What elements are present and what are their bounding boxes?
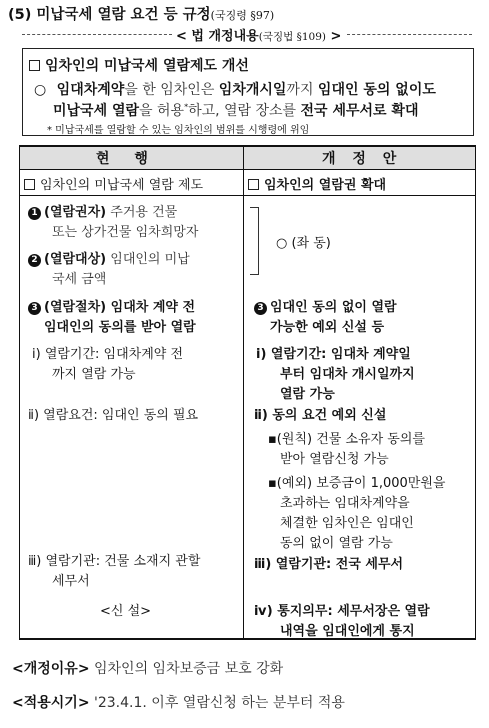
- subheader-close: >: [326, 29, 342, 44]
- left-i1-text1: 주거용 건물: [106, 205, 178, 220]
- right-item-3: [254, 296, 397, 315]
- left-heading-text: 임차인의 미납국세 열람 제도: [40, 178, 204, 193]
- right-heading: [248, 174, 386, 193]
- right-heading-text: 임차인의 열람권 확대: [264, 178, 387, 193]
- number-1-icon: 1: [28, 207, 41, 220]
- left-s3-line2: 세무서: [52, 574, 90, 589]
- effective-line: [12, 692, 345, 712]
- number-3-icon: 3: [254, 302, 267, 315]
- left-i3-line1: (열람절차) 임대차 계약 전: [44, 300, 196, 315]
- right-s4-line2: 내역을 임대인에게 통지: [280, 624, 415, 639]
- left-item-1: [28, 201, 177, 220]
- left-i2-text2: 국세 금액: [52, 272, 107, 287]
- reason-text: 임차인의 임차보증금 보호 강화: [89, 661, 284, 677]
- summary-l2c: *: [184, 102, 189, 112]
- number-3-icon: 3: [28, 302, 41, 315]
- summary-l2e: 전국 세무서로 확대: [300, 103, 419, 119]
- table-subheading-line: [19, 195, 476, 196]
- summary-l2d: 하고, 열람 장소를: [188, 103, 301, 119]
- summary-l2a: 미납국세 열람: [53, 103, 140, 119]
- summary-l2b: 을 허용: [139, 103, 185, 119]
- checkbox-icon: [29, 60, 40, 71]
- left-i3-line2: 임대인의 동의를 받아 열람: [44, 320, 196, 335]
- right-i3-line2: 가능한 예외 신설 등: [270, 320, 385, 335]
- left-s1-line2: 까지 열람 가능: [52, 367, 136, 382]
- left-i1-label: (열람권자): [44, 205, 107, 220]
- summary-l1b: 을 한 임차인은: [124, 82, 219, 98]
- section-title-ref: (국징령 §97): [210, 9, 275, 22]
- left-s2-line1: ⅱ) 열람요건: 임대인 동의 필요: [28, 408, 199, 423]
- right-s4-line1: ⅳ) 통지의무: 세무서장은 열람: [254, 604, 430, 619]
- left-s3-line1: ⅲ) 열람기관: 건물 소재지 관할: [28, 554, 201, 569]
- effective-label: <적용시기>: [12, 695, 90, 711]
- table-header-row: [19, 147, 476, 170]
- summary-l1d: 까지: [286, 82, 318, 98]
- summary-l1c: 임차개시일: [218, 82, 287, 98]
- summary-footnote: * 미납국세를 열람할 수 있는 임차인의 범위를 시행령에 위임: [47, 125, 310, 136]
- left-s1-line1: ⅰ) 열람기간: 임대차계약 전: [32, 347, 184, 362]
- summary-l1a: 임대차계약: [56, 82, 125, 98]
- checkbox-icon: [248, 179, 259, 190]
- left-new-label: <신 설>: [100, 604, 152, 619]
- right-b1-line1: ▪(원칙) 건물 소유자 동의를: [268, 432, 425, 447]
- bracket-icon: [250, 207, 259, 275]
- table-left-border: [19, 147, 20, 638]
- header-current: 현 행: [96, 151, 158, 167]
- left-i2-text1: 임대인의 미납: [106, 252, 190, 267]
- left-i2-label: (열람대상): [44, 252, 107, 267]
- summary-heading: [29, 55, 249, 75]
- subheader-ref: (국징법 §109): [258, 31, 327, 43]
- right-b2-line1: ▪(예외) 보증금이 1,000만원을: [268, 476, 446, 491]
- right-s2-line1: ⅱ) 동의 요건 예외 신설: [254, 408, 387, 423]
- section-title-main: (5) 미납국세 열람 요건 등 규정: [8, 7, 211, 23]
- reason-label: <개정이유>: [12, 661, 90, 677]
- subheader-main: < 법 개정내용: [176, 29, 259, 44]
- left-item-2: [28, 248, 190, 267]
- right-b1-line2: 받아 열람신청 가능: [280, 452, 389, 467]
- left-item-3: [28, 296, 195, 315]
- number-2-icon: 2: [28, 254, 41, 267]
- effective-text: '23.4.1. 이후 열람신청 하는 분부터 적용: [89, 695, 345, 711]
- right-s1-line2: 부터 임대차 개시일까지: [280, 367, 415, 382]
- reason-line: [12, 658, 283, 678]
- right-b2-line2: 초과하는 임대차계약을: [280, 496, 410, 511]
- left-i1-text2: 또는 상가건물 임차희망자: [52, 225, 199, 240]
- circle-bullet-icon: ○: [34, 82, 47, 98]
- right-s1-line3: 열람 가능: [280, 387, 335, 402]
- summary-l1e: 임대인 동의 없이도: [317, 82, 436, 98]
- section-title: [8, 3, 274, 24]
- right-same: ○ (좌 동): [276, 236, 331, 251]
- summary-line1: [34, 79, 436, 99]
- header-proposed: 개 정 안: [322, 151, 403, 167]
- dashed-line-right: [347, 34, 472, 35]
- amendment-subheader: [22, 25, 472, 45]
- left-heading: [24, 174, 203, 193]
- table-divider: [243, 147, 244, 638]
- summary-heading-text: 임차인의 미납국세 열람제도 개선: [45, 58, 249, 74]
- right-b2-line4: 동의 없이 열람 가능: [280, 536, 393, 551]
- summary-line2: [53, 100, 418, 120]
- subheader-text: [172, 25, 345, 44]
- right-s1-line1: ⅰ) 열람기간: 임대차 계약일: [256, 347, 411, 362]
- right-b2-line3: 체결한 임차인은 임대인: [280, 516, 414, 531]
- table-right-border: [475, 147, 476, 638]
- right-i3-line1: 임대인 동의 없이 열람: [270, 300, 397, 315]
- checkbox-icon: [24, 179, 35, 190]
- right-s3-line1: ⅲ) 열람기관: 전국 세무서: [254, 557, 404, 572]
- dashed-line-left: [22, 34, 172, 35]
